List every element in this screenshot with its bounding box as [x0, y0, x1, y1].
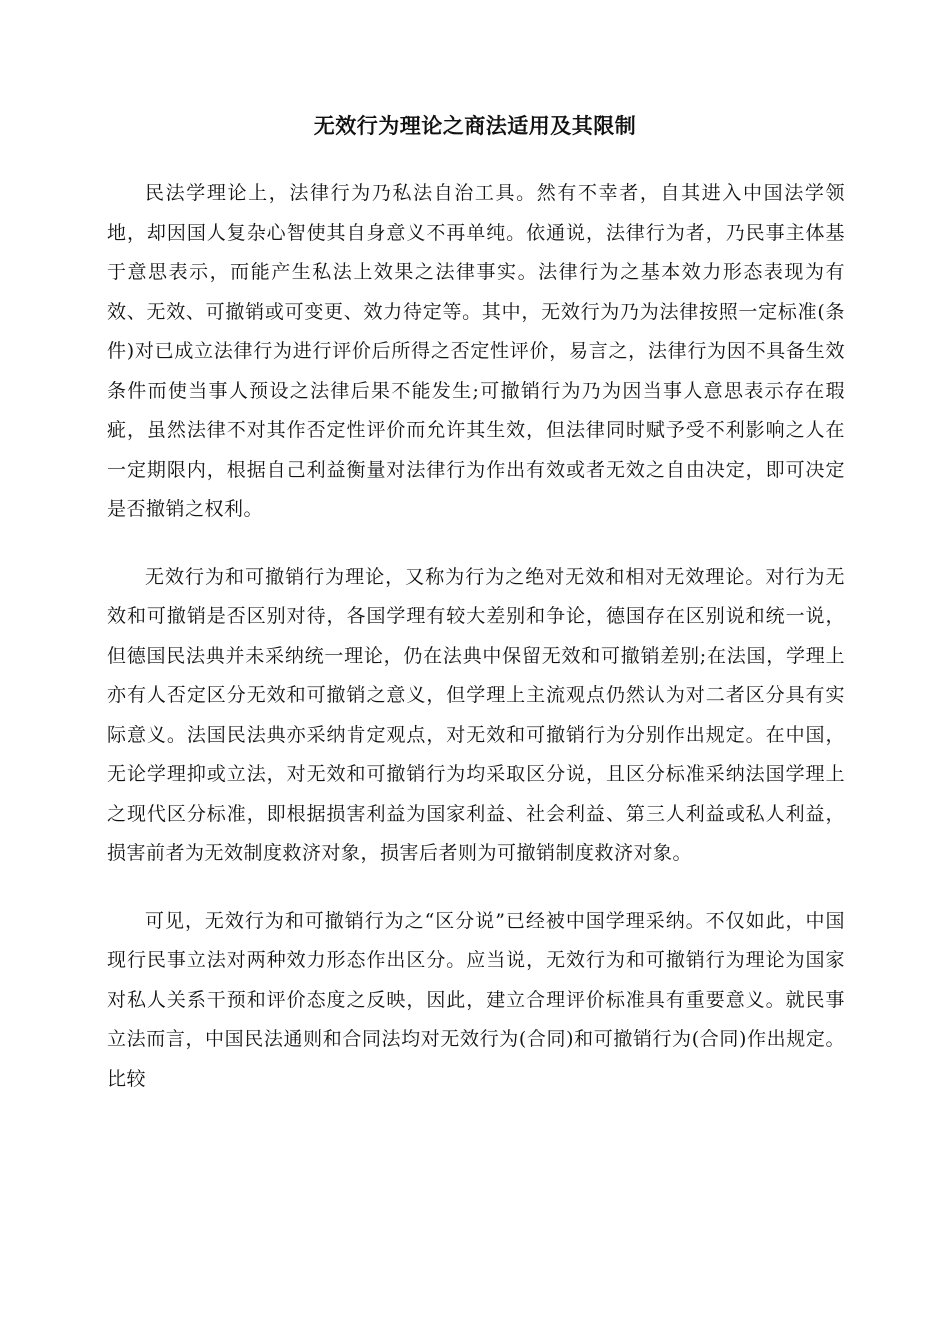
paragraph-3: 可见，无效行为和可撤销行为之“区分说”已经被中国学理采纳。不仅如此，中国现行民事立法对两种效力形态作出区分。应当说，无效行为和可撤销行为理论为国家对私人关系干预和评价态度之反映，因此，建立合理评价标准具有重要意义。就民事立法而言，中国民法通则和合同法均对无效行为(合同)和可撤销行为(合同)作出规定。比较 [107, 909, 845, 1090]
paragraph-1: 民法学理论上，法律行为乃私法自治工具。然有不幸者，自其进入中国法学领地，却因国人复杂心智使其自身意义不再单纯。依通说，法律行为者，乃民事主体基于意思表示，而能产生私法上效果之法律事实。法律行为之基本效力形态表现为有效、无效、可撤销或可变更、效力待定等。其中，无效行为乃为法律按照一定标准(条件)对已成立法律行为进行评价后所得之否定性评价，易言之，法律行为因不具备生效条件而使当事人预设之法律后果不能发生;可撤销行为乃为因当事人意思表示存在瑕疵，虽然法律不对其作否定性评价而允许其生效，但法律同时赋予受不利影响之人在一定期限内，根据自己利益衡量对法律行为作出有效或者无效之自由决定，即可决定是否撤销之权利。 [107, 182, 845, 520]
paragraph-2: 无效行为和可撤销行为理论，又称为行为之绝对无效和相对无效理论。对行为无效和可撤销是否区别对待，各国学理有较大差别和争论，德国存在区别说和统一说，但德国民法典并未采纳统一理论，仍在法典中保留无效和可撤销差别;在法国，学理上亦有人否定区分无效和可撤销之意义，但学理上主流观点仍然认为对二者区分具有实际意义。法国民法典亦采纳肯定观点，对无效和可撤销行为分别作出规定。在中国，无论学理抑或立法，对无效和可撤销行为均采取区分说，且区分标准采纳法国学理上之现代区分标准，即根据损害利益为国家利益、社会利益、第三人利益或私人利益，损害前者为无效制度救济对象，损害后者则为可撤销制度救济对象。 [107, 565, 845, 864]
document-title: 无效行为理论之商法适用及其限制 [313, 113, 637, 138]
document-body [107, 174, 845, 1099]
